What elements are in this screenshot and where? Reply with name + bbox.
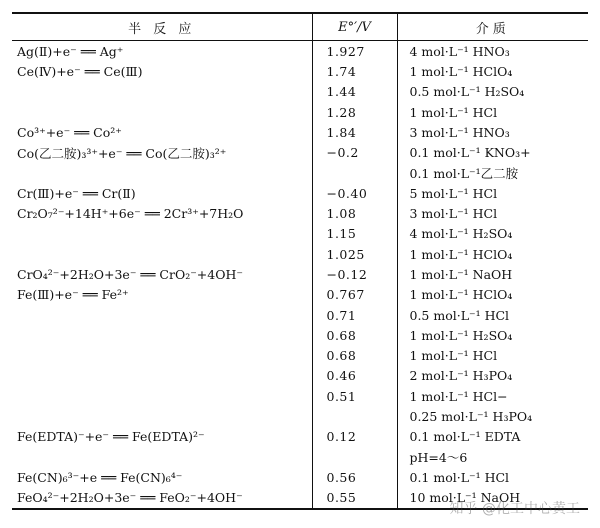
potential-cell: −0.40	[312, 183, 397, 203]
reaction-cell	[12, 305, 312, 325]
medium-cell: 3 mol·L⁻¹ HNO₃	[397, 122, 588, 142]
medium-cell: 1 mol·L⁻¹ HClO₄	[397, 61, 588, 81]
table-row	[12, 224, 588, 244]
reaction-cell: Ag(Ⅱ)+e⁻ ══ Ag⁺	[17, 43, 124, 59]
table-row	[12, 345, 588, 365]
medium-cell: 1 mol·L⁻¹ HClO₄	[397, 285, 588, 305]
medium-cell: 1 mol·L⁻¹ NaOH	[397, 264, 588, 284]
potential-cell: 0.12	[312, 427, 397, 447]
medium-cell: 3 mol·L⁻¹ HCl	[397, 203, 588, 223]
potential-cell: 0.68	[312, 325, 397, 345]
medium-cell: 0.1 mol·L⁻¹ HCl	[397, 467, 588, 487]
reaction-cell: FeO₄²⁻+2H₂O+3e⁻ ══ FeO₂⁻+4OH⁻	[12, 488, 312, 509]
medium-cell: 5 mol·L⁻¹ HCl	[397, 183, 588, 203]
table-row	[12, 82, 588, 102]
potential-cell: 1.44	[312, 82, 397, 102]
potential-cell: 0.55	[312, 488, 397, 509]
medium-cell: 0.5 mol·L⁻¹ HCl	[397, 305, 588, 325]
reaction-cell: Co(乙二胺)₃³⁺+e⁻ ══ Co(乙二胺)₃²⁺	[17, 145, 227, 161]
potential-cell: −0.12	[312, 264, 397, 284]
potential-cell: 1.28	[312, 102, 397, 122]
table-row	[12, 183, 588, 203]
reaction-cell: Cr(Ⅲ)+e⁻ ══ Cr(Ⅱ)	[17, 185, 136, 201]
potential-cell: 0.767	[312, 285, 397, 305]
reaction-cell	[12, 386, 312, 406]
watermark: 知乎 @化工中心黄工	[449, 501, 580, 517]
medium-cell: 1 mol·L⁻¹ HCl−	[397, 386, 588, 406]
reaction-cell	[12, 102, 312, 122]
potential-cell	[312, 163, 397, 183]
reaction-cell	[12, 406, 312, 426]
potential-table	[12, 12, 588, 510]
reaction-cell	[12, 244, 312, 264]
reaction-cell: CrO₄²⁻+2H₂O+3e⁻ ══ CrO₂⁻+4OH⁻	[17, 266, 243, 282]
header-reaction: 半 反 应	[12, 13, 312, 41]
reaction-cell	[12, 163, 312, 183]
medium-cell: 1 mol·L⁻¹ HClO₄	[397, 244, 588, 264]
table-row	[12, 447, 588, 467]
table-row	[12, 163, 588, 183]
table-row	[12, 61, 588, 81]
medium-cell: 0.25 mol·L⁻¹ H₃PO₄	[397, 406, 588, 426]
header-potential: E°′/V	[312, 13, 397, 41]
table-row	[12, 41, 588, 62]
potential-cell: 1.84	[312, 122, 397, 142]
table-row	[12, 122, 588, 142]
potential-cell: 0.51	[312, 386, 397, 406]
table-row	[12, 467, 588, 487]
table-row	[12, 305, 588, 325]
reaction-cell: Co³⁺+e⁻ ══ Co²⁺	[17, 124, 122, 140]
reaction-cell	[12, 345, 312, 365]
medium-cell: 4 mol·L⁻¹ H₂SO₄	[397, 224, 588, 244]
potential-cell: 1.15	[312, 224, 397, 244]
reaction-cell: Ce(Ⅳ)+e⁻ ══ Ce(Ⅲ)	[17, 63, 143, 79]
medium-cell: 0.1 mol·L⁻¹ EDTA	[397, 427, 588, 447]
medium-cell: pH=4～6	[397, 447, 588, 467]
table-row	[12, 102, 588, 122]
medium-cell: 0.5 mol·L⁻¹ H₂SO₄	[397, 82, 588, 102]
potential-cell: 1.74	[312, 61, 397, 81]
potential-cell: 0.46	[312, 366, 397, 386]
table-row	[12, 325, 588, 345]
table-row	[12, 427, 588, 447]
potential-cell: 0.56	[312, 467, 397, 487]
reaction-cell: Fe(CN)₆³⁻+e ══ Fe(CN)₆⁴⁻	[17, 469, 183, 485]
reaction-cell: Fe(Ⅲ)+e⁻ ══ Fe²⁺	[17, 287, 129, 303]
table-row	[12, 406, 588, 426]
potential-cell: 0.68	[312, 345, 397, 365]
header-medium: 介质	[397, 13, 588, 41]
table-row	[12, 285, 588, 305]
medium-cell: 2 mol·L⁻¹ H₃PO₄	[397, 366, 588, 386]
reaction-cell: Cr₂O₇²⁻+14H⁺+6e⁻ ══ 2Cr³⁺+7H₂O	[17, 206, 244, 222]
potential-cell: 1.08	[312, 203, 397, 223]
medium-cell: 1 mol·L⁻¹ HCl	[397, 345, 588, 365]
medium-cell: 0.1 mol·L⁻¹ KNO₃+	[397, 142, 588, 162]
header-row	[12, 13, 588, 41]
potential-cell: 1.927	[312, 41, 397, 62]
medium-cell: 0.1 mol·L⁻¹乙二胺	[397, 163, 588, 183]
medium-cell: 10 mol·L⁻¹ NaOH	[397, 488, 588, 509]
table-row	[12, 366, 588, 386]
table-row	[12, 203, 588, 223]
medium-cell: 4 mol·L⁻¹ HNO₃	[397, 41, 588, 62]
table-body	[12, 41, 588, 509]
reaction-cell	[12, 82, 312, 102]
table-row	[12, 142, 588, 162]
table-row	[12, 244, 588, 264]
table-row	[12, 264, 588, 284]
medium-cell: 1 mol·L⁻¹ HCl	[397, 102, 588, 122]
reaction-cell	[12, 325, 312, 345]
medium-cell: 1 mol·L⁻¹ H₂SO₄	[397, 325, 588, 345]
reaction-cell	[12, 447, 312, 467]
potential-cell	[312, 447, 397, 467]
reaction-cell: Fe(EDTA)⁻+e⁻ ══ Fe(EDTA)²⁻	[17, 429, 205, 445]
table-row	[12, 386, 588, 406]
potential-cell: −0.2	[312, 142, 397, 162]
potential-cell	[312, 406, 397, 426]
potential-cell: 1.025	[312, 244, 397, 264]
potential-cell: 0.71	[312, 305, 397, 325]
reaction-cell	[12, 366, 312, 386]
reaction-cell	[12, 224, 312, 244]
